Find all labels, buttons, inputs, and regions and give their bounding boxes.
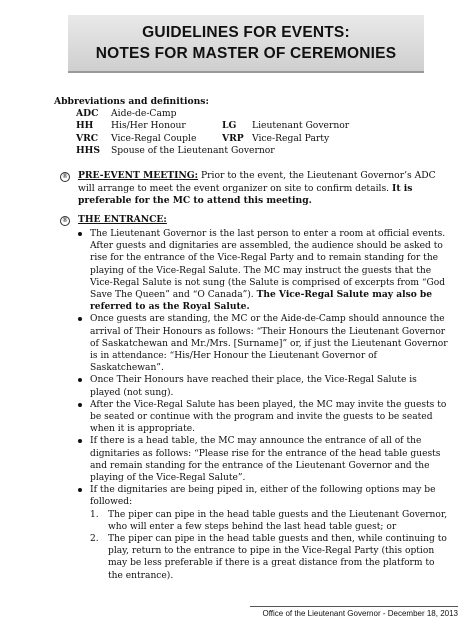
entrance-list [78, 228, 448, 582]
list-item: The Lieutenant Governor is the last person to enter a room at official events. After guests and dignitaries are assembled, the audience should be asked to rise for the entrance of the Vice-Regal Party and to remain standing for the playing of the Vice-Regal Salute. The MC may instruct the guests that the Vice-Regal Salute is not sung (the Salute is comprised of excerpts from “God Save The Queen” and “O Canada”). The Vice-Regal Salute may also be referred to as the Royal Salute. [78, 228, 448, 313]
page-footer: Office of the Lieutenant Governor - December 18, 2013 [250, 606, 458, 618]
abbr-key: LG [222, 120, 237, 132]
abbr-value: Vice-Regal Couple [111, 132, 197, 144]
title-banner [68, 15, 424, 71]
abbr-value: Lieutenant Governor [252, 120, 350, 132]
bullet-icon [78, 378, 82, 382]
piping-options [90, 509, 448, 582]
pre-event-section [60, 170, 440, 208]
bullet-icon [78, 488, 82, 492]
pre-event-heading: PRE-EVENT MEETING: [78, 170, 199, 181]
abbr-key: VRP [222, 132, 244, 144]
list-item: After the Vice-Regal Salute has been played, the MC may invite the guests to be seated or continue with the program and invite the guests to be seated when it is appropriate. [78, 399, 448, 436]
abbr-value: Aide-de-Camp [111, 108, 177, 119]
abbr-key: ADC [76, 108, 99, 119]
abbr-value: His/Her Honour [111, 120, 186, 132]
bullet-icon [78, 439, 82, 443]
list-item: Once Their Honours have reached their place, the Vice-Regal Salute is played (not sung). [78, 374, 448, 398]
pre-event-text: Prior to the event, the Lieutenant Governor’s ADC will arrange to meet the event organizer on site to confirm details. [78, 170, 436, 194]
section-marker-icon: ® [62, 173, 68, 180]
entrance-section [60, 214, 440, 227]
list-item: Once guests are standing, the MC or the Aide-de-Camp should announce the arrival of Their Honours as follows: “Their Honours the Lieutenant Governor of Saskatchewan and Mr./Mrs. [Surname]” or, if just the Lieutenant Governor is in attendance: “His/Her Honour the Lieutenant Governor of Saskatchewan”. [78, 313, 448, 374]
abbr-key: HHS [76, 144, 100, 156]
list-item: If there is a head table, the MC may announce the entrance of all of the dignitaries as follows: “Please rise for the entrance of the head table guests and remain standing for the entrance of the Lieutenant Governor and the playing of the Vice-Regal Salute”. [78, 435, 448, 484]
bullet-icon [78, 317, 82, 321]
abbreviations-heading: Abbreviations and definitions: [54, 96, 209, 107]
bullet-icon [78, 232, 82, 236]
bullet-icon [78, 403, 82, 407]
title-line-1: GUIDELINES FOR EVENTS: [142, 24, 350, 41]
pre-event-bold: It is preferable for the MC to attend this meeting. [78, 182, 413, 207]
list-item: If the dignitaries are being piped in, either of the following options may be followed: 1. The piper can pipe in the head table guests and the Lieutenant Governor, who will enter a few steps behind the last head table guest; or 2. The piper can pipe in the head table guests and then, while continuing to play, return to the entrance to pipe in the Vice-Regal Party (this option may be less preferable if there is a great distance from the platform to the entrance). [78, 484, 448, 582]
abbr-value: Vice-Regal Party [252, 132, 330, 144]
option-item: 1. The piper can pipe in the head table guests and the Lieutenant Governor, who will enter a few steps behind the last head table guest; or [90, 509, 448, 532]
abbr-value: Spouse of the Lieutenant Governor [111, 144, 275, 156]
title-line-2: NOTES FOR MASTER OF CEREMONIES [95, 45, 397, 62]
entrance-heading: THE ENTRANCE: [78, 214, 167, 225]
abbr-key: HH [76, 120, 94, 132]
option-item: 2. The piper can pipe in the head table guests and then, while continuing to play, return to the entrance to pipe in the Vice-Regal Party (this option may be less preferable if there is a great distance from the platform to the entrance). [90, 534, 447, 581]
abbr-key: VRC [76, 132, 99, 144]
section-marker-icon: ® [62, 217, 68, 224]
